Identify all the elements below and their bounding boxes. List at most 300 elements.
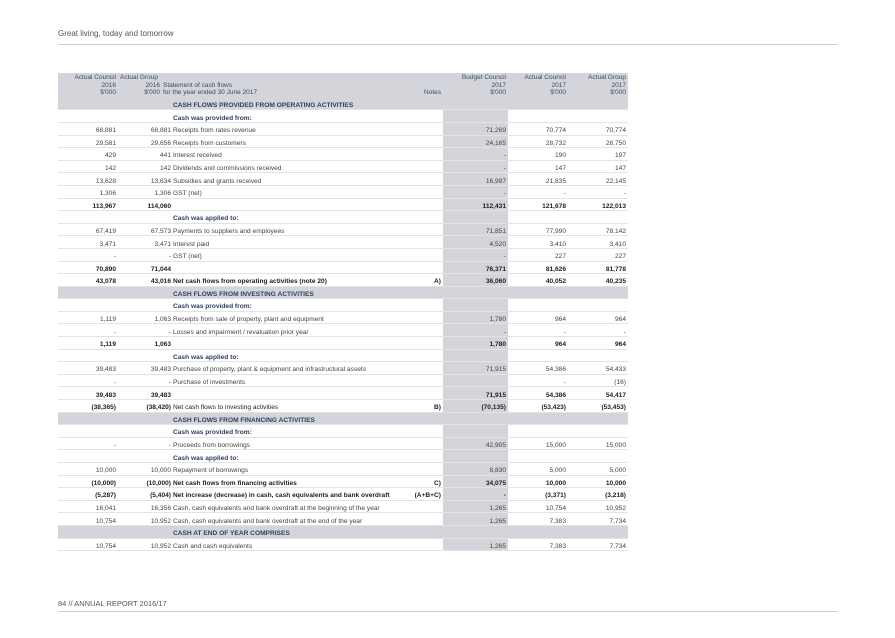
line-item-description xyxy=(173,198,408,211)
note-reference xyxy=(408,513,443,526)
cell-empty xyxy=(58,211,118,224)
actual-group-2016-value: 71,044 xyxy=(118,261,173,274)
col-actual-group-2017: Actual Group 2017 $'000 xyxy=(568,73,628,98)
table-row xyxy=(58,122,628,135)
budget-council-2017-value xyxy=(443,374,508,387)
actual-council-2017-value: 77,990 xyxy=(508,223,568,236)
line-item-description: Net increase (decrease) in cash, cash equivalents and bank overdraft xyxy=(173,488,408,501)
cell-empty xyxy=(443,425,508,438)
note-reference: A) xyxy=(408,274,443,287)
cell-empty xyxy=(568,425,628,438)
table-row xyxy=(58,223,628,236)
actual-group-2017-value: 54,417 xyxy=(568,387,628,400)
actual-council-2016-value: 113,967 xyxy=(58,198,118,211)
col-actual-council-2017: Actual Council 2017 $'000 xyxy=(508,73,568,98)
line-item-description: Cash and cash equivalents xyxy=(173,538,408,551)
table-row xyxy=(58,311,628,324)
line-item-description: Interest paid xyxy=(173,236,408,249)
budget-council-2017-value: - xyxy=(443,324,508,337)
section-heading-row xyxy=(58,525,628,538)
budget-council-2017-value: (70,135) xyxy=(443,400,508,413)
actual-council-2016-value: 39,483 xyxy=(58,362,118,375)
cell-empty xyxy=(58,349,118,362)
footer-divider xyxy=(58,611,838,612)
actual-council-2016-value: 1,119 xyxy=(58,337,118,350)
cell-empty xyxy=(508,425,568,438)
cell-empty xyxy=(58,299,118,312)
table-row xyxy=(58,513,628,526)
subheading-label: Cash was provided from: xyxy=(173,299,408,312)
line-item-description: Net cash flows from operating activities (note 20) xyxy=(173,274,408,287)
cell-empty xyxy=(408,286,443,299)
actual-group-2016-value: 142 xyxy=(118,160,173,173)
table-row xyxy=(58,538,628,551)
budget-council-2017-value: 1,780 xyxy=(443,311,508,324)
section-heading-row xyxy=(58,412,628,425)
actual-council-2017-value: 147 xyxy=(508,160,568,173)
actual-group-2017-value: 964 xyxy=(568,337,628,350)
budget-council-2017-value: 42,905 xyxy=(443,437,508,450)
actual-group-2016-value: 16,356 xyxy=(118,500,173,513)
table-row xyxy=(58,324,628,337)
actual-council-2017-value: 190 xyxy=(508,148,568,161)
actual-group-2017-value: 7,734 xyxy=(568,538,628,551)
actual-council-2016-value: 142 xyxy=(58,160,118,173)
line-item-description: Purchase of investments xyxy=(173,374,408,387)
note-reference xyxy=(408,374,443,387)
actual-council-2017-value: 5,000 xyxy=(508,463,568,476)
cell-empty xyxy=(443,110,508,123)
actual-council-2017-value: 81,626 xyxy=(508,261,568,274)
actual-group-2016-value: 441 xyxy=(118,148,173,161)
cell-empty xyxy=(568,98,628,110)
budget-council-2017-value: 71,915 xyxy=(443,362,508,375)
cell-empty xyxy=(508,286,568,299)
actual-council-2016-value: 1,119 xyxy=(58,311,118,324)
actual-group-2016-value: 43,016 xyxy=(118,274,173,287)
actual-group-2017-value: 10,000 xyxy=(568,475,628,488)
cell-empty xyxy=(508,211,568,224)
budget-council-2017-value: 1,265 xyxy=(443,500,508,513)
header-divider xyxy=(58,44,838,45)
note-reference xyxy=(408,538,443,551)
line-item-description: GST (net) xyxy=(173,185,408,198)
total-row xyxy=(58,198,628,211)
budget-council-2017-value: 1,265 xyxy=(443,538,508,551)
actual-council-2016-value: - xyxy=(58,374,118,387)
note-reference xyxy=(408,337,443,350)
line-item-description: Net cash flows from financing activities xyxy=(173,475,408,488)
actual-council-2017-value: (53,423) xyxy=(508,400,568,413)
actual-group-2017-value: 7,734 xyxy=(568,513,628,526)
cell-empty xyxy=(58,110,118,123)
actual-council-2016-value: 70,890 xyxy=(58,261,118,274)
actual-group-2017-value: - xyxy=(568,324,628,337)
actual-council-2017-value: 40,052 xyxy=(508,274,568,287)
actual-council-2016-value: 10,754 xyxy=(58,513,118,526)
actual-council-2017-value: 70,774 xyxy=(508,122,568,135)
actual-group-2016-value: 10,000 xyxy=(118,463,173,476)
cell-empty xyxy=(58,425,118,438)
cell-empty xyxy=(508,412,568,425)
cell-empty xyxy=(118,299,173,312)
cell-empty xyxy=(58,450,118,463)
cell-empty xyxy=(118,110,173,123)
actual-council-2017-value: 121,678 xyxy=(508,198,568,211)
actual-group-2016-value: 29,656 xyxy=(118,135,173,148)
note-reference xyxy=(408,248,443,261)
cell-empty xyxy=(118,412,173,425)
budget-council-2017-value: 8,830 xyxy=(443,463,508,476)
cell-empty xyxy=(568,412,628,425)
cell-empty xyxy=(408,525,443,538)
section-heading-row xyxy=(58,286,628,299)
actual-council-2016-value: 3,471 xyxy=(58,236,118,249)
actual-council-2017-value: 21,835 xyxy=(508,173,568,186)
actual-group-2016-value: 1,063 xyxy=(118,311,173,324)
budget-council-2017-value: 36,060 xyxy=(443,274,508,287)
cell-empty xyxy=(508,98,568,110)
cell-empty xyxy=(408,98,443,110)
actual-group-2016-value: - xyxy=(118,437,173,450)
cell-empty xyxy=(58,412,118,425)
actual-group-2017-value: 197 xyxy=(568,148,628,161)
actual-group-2016-value: 114,060 xyxy=(118,198,173,211)
cell-empty xyxy=(508,525,568,538)
table-row xyxy=(58,500,628,513)
budget-council-2017-value: 4,520 xyxy=(443,236,508,249)
cell-empty xyxy=(443,286,508,299)
table-row xyxy=(58,135,628,148)
actual-council-2017-value: 7,383 xyxy=(508,538,568,551)
actual-council-2017-value: - xyxy=(508,185,568,198)
budget-council-2017-value: 71,851 xyxy=(443,223,508,236)
line-item-description: Losses and impairment / revaluation prior year xyxy=(173,324,408,337)
cell-empty xyxy=(568,286,628,299)
actual-council-2017-value: 28,732 xyxy=(508,135,568,148)
note-reference xyxy=(408,437,443,450)
subheading-label: Cash was applied to: xyxy=(173,349,408,362)
line-item-description: Dividends and commissions received xyxy=(173,160,408,173)
note-reference xyxy=(408,223,443,236)
table-row xyxy=(58,437,628,450)
actual-council-2016-value: 13,628 xyxy=(58,173,118,186)
budget-council-2017-value: 71,269 xyxy=(443,122,508,135)
cell-empty xyxy=(408,349,443,362)
total-row xyxy=(58,488,628,501)
cell-empty xyxy=(58,525,118,538)
line-item-description: Receipts from sale of property, plant and equipment xyxy=(173,311,408,324)
budget-council-2017-value: 24,165 xyxy=(443,135,508,148)
table-row xyxy=(58,185,628,198)
actual-group-2017-value: 22,145 xyxy=(568,173,628,186)
actual-group-2017-value: 40,235 xyxy=(568,274,628,287)
table-row xyxy=(58,248,628,261)
budget-council-2017-value: 1,265 xyxy=(443,513,508,526)
section-title: CASH FLOWS FROM FINANCING ACTIVITIES xyxy=(173,412,408,425)
note-reference xyxy=(408,173,443,186)
subheading-label: Cash was provided from: xyxy=(173,110,408,123)
line-item-description: Repayment of borrowings xyxy=(173,463,408,476)
actual-group-2017-value: 28,750 xyxy=(568,135,628,148)
table-row xyxy=(58,463,628,476)
cell-empty xyxy=(443,211,508,224)
actual-council-2016-value: - xyxy=(58,248,118,261)
cell-empty xyxy=(118,525,173,538)
actual-council-2017-value: 7,383 xyxy=(508,513,568,526)
note-reference: (A+B+C) xyxy=(408,488,443,501)
cell-empty xyxy=(508,299,568,312)
table-row xyxy=(58,236,628,249)
actual-group-2017-value: (53,453) xyxy=(568,400,628,413)
actual-group-2017-value: 147 xyxy=(568,160,628,173)
table-row xyxy=(58,160,628,173)
cell-empty xyxy=(508,349,568,362)
cell-empty xyxy=(118,98,173,110)
line-item-description: Receipts from rates revenue xyxy=(173,122,408,135)
budget-council-2017-value: 34,075 xyxy=(443,475,508,488)
line-item-description xyxy=(173,337,408,350)
actual-council-2017-value: 54,386 xyxy=(508,387,568,400)
line-item-description: GST (net) xyxy=(173,248,408,261)
cell-empty xyxy=(118,286,173,299)
cell-empty xyxy=(408,450,443,463)
budget-council-2017-value: - xyxy=(443,248,508,261)
note-reference xyxy=(408,362,443,375)
subheading-row xyxy=(58,349,628,362)
note-reference xyxy=(408,148,443,161)
actual-group-2017-value: 10,952 xyxy=(568,500,628,513)
budget-council-2017-value: 71,915 xyxy=(443,387,508,400)
col-actual-council-2016: Actual Council 2016 $'000 xyxy=(58,73,118,98)
actual-council-2017-value: - xyxy=(508,374,568,387)
note-reference: B) xyxy=(408,400,443,413)
note-reference xyxy=(408,160,443,173)
cell-empty xyxy=(443,450,508,463)
subheading-label: Cash was applied to: xyxy=(173,450,408,463)
section-heading-row xyxy=(58,98,628,110)
cell-empty xyxy=(568,349,628,362)
cell-empty xyxy=(118,211,173,224)
actual-group-2016-value: 68,881 xyxy=(118,122,173,135)
actual-group-2016-value: (38,420) xyxy=(118,400,173,413)
actual-council-2017-value: 227 xyxy=(508,248,568,261)
actual-council-2016-value: 429 xyxy=(58,148,118,161)
line-item-description xyxy=(173,261,408,274)
note-reference xyxy=(408,122,443,135)
actual-group-2016-value: (5,404) xyxy=(118,488,173,501)
line-item-description: Subsidies and grants received xyxy=(173,173,408,186)
actual-council-2016-value: 39,483 xyxy=(58,387,118,400)
note-reference xyxy=(408,500,443,513)
actual-group-2016-value: 13,634 xyxy=(118,173,173,186)
actual-group-2016-value: 10,952 xyxy=(118,538,173,551)
budget-council-2017-value: - xyxy=(443,148,508,161)
actual-group-2016-value: - xyxy=(118,374,173,387)
cash-flow-table xyxy=(58,73,628,551)
note-reference xyxy=(408,324,443,337)
cell-empty xyxy=(568,110,628,123)
col-actual-group-2016-statement: Actual Group 2016 Statement of cash flows $'000 for the year ended 30 June 2017 xyxy=(118,73,408,98)
cell-empty xyxy=(508,450,568,463)
page-footer: 84 // ANNUAL REPORT 2016/17 xyxy=(58,599,167,608)
subheading-row xyxy=(58,110,628,123)
subheading-row xyxy=(58,211,628,224)
table-row xyxy=(58,374,628,387)
cell-empty xyxy=(443,98,508,110)
actual-council-2017-value: 54,386 xyxy=(508,362,568,375)
actual-council-2016-value: 10,000 xyxy=(58,463,118,476)
subheading-row xyxy=(58,450,628,463)
cell-empty xyxy=(408,412,443,425)
total-row xyxy=(58,475,628,488)
actual-council-2017-value: 964 xyxy=(508,337,568,350)
actual-group-2017-value: - xyxy=(568,185,628,198)
col-budget-council-2017: Budget Council 2017 $'000 xyxy=(443,73,508,98)
table-header xyxy=(58,73,628,98)
cell-empty xyxy=(568,525,628,538)
actual-council-2016-value: (5,287) xyxy=(58,488,118,501)
cell-empty xyxy=(118,425,173,438)
line-item-description: Net cash flows to investing activities xyxy=(173,400,408,413)
page-header: Great living, today and tomorrow xyxy=(58,29,174,38)
actual-group-2016-value: 3,471 xyxy=(118,236,173,249)
actual-group-2017-value: 227 xyxy=(568,248,628,261)
cell-empty xyxy=(408,425,443,438)
budget-council-2017-value: - xyxy=(443,488,508,501)
cell-empty xyxy=(118,450,173,463)
note-reference xyxy=(408,185,443,198)
total-row xyxy=(58,261,628,274)
note-reference xyxy=(408,387,443,400)
actual-group-2017-value: 81,778 xyxy=(568,261,628,274)
actual-group-2017-value: 5,000 xyxy=(568,463,628,476)
table-row xyxy=(58,362,628,375)
section-title: CASH AT END OF YEAR COMPRISES xyxy=(173,525,408,538)
actual-council-2017-value: 15,000 xyxy=(508,437,568,450)
actual-group-2016-value: (10,000) xyxy=(118,475,173,488)
note-reference xyxy=(408,261,443,274)
cell-empty xyxy=(568,450,628,463)
line-item-description: Receipts from customers xyxy=(173,135,408,148)
table-row xyxy=(58,173,628,186)
actual-council-2017-value: 3,410 xyxy=(508,236,568,249)
subheading-row xyxy=(58,425,628,438)
cell-empty xyxy=(508,110,568,123)
note-reference xyxy=(408,236,443,249)
cell-empty xyxy=(568,211,628,224)
line-item-description: Purchase of property, plant & equipment and infrastructural assets xyxy=(173,362,408,375)
subheading-label: Cash was provided from: xyxy=(173,425,408,438)
actual-council-2017-value: 964 xyxy=(508,311,568,324)
note-reference xyxy=(408,198,443,211)
actual-group-2016-value: - xyxy=(118,248,173,261)
actual-council-2016-value: 29,581 xyxy=(58,135,118,148)
total-row xyxy=(58,387,628,400)
actual-group-2016-value: 39,483 xyxy=(118,362,173,375)
actual-group-2016-value: 10,952 xyxy=(118,513,173,526)
budget-council-2017-value: 16,997 xyxy=(443,173,508,186)
budget-council-2017-value: 76,371 xyxy=(443,261,508,274)
section-title: CASH FLOWS PROVIDED FROM OPERATING ACTIVITIES xyxy=(173,98,408,110)
actual-council-2016-value: 1,306 xyxy=(58,185,118,198)
actual-council-2016-value: 43,078 xyxy=(58,274,118,287)
actual-council-2016-value: - xyxy=(58,437,118,450)
cell-empty xyxy=(443,349,508,362)
actual-council-2016-value: - xyxy=(58,324,118,337)
actual-council-2017-value: - xyxy=(508,324,568,337)
budget-council-2017-value: 112,431 xyxy=(443,198,508,211)
note-reference xyxy=(408,311,443,324)
cell-empty xyxy=(443,299,508,312)
total-row xyxy=(58,337,628,350)
total-row xyxy=(58,274,628,287)
cell-empty xyxy=(408,299,443,312)
actual-group-2016-value: 1,063 xyxy=(118,337,173,350)
cell-empty xyxy=(58,286,118,299)
section-title: CASH FLOWS FROM INVESTING ACTIVITIES xyxy=(173,286,408,299)
table-row xyxy=(58,148,628,161)
actual-council-2016-value: 67,419 xyxy=(58,223,118,236)
cell-empty xyxy=(568,299,628,312)
actual-group-2017-value: 70,774 xyxy=(568,122,628,135)
cell-empty xyxy=(58,98,118,110)
line-item-description: Proceeds from borrowings xyxy=(173,437,408,450)
actual-group-2017-value: 54,433 xyxy=(568,362,628,375)
actual-group-2017-value: 78,142 xyxy=(568,223,628,236)
cell-empty xyxy=(408,211,443,224)
actual-council-2016-value: (10,000) xyxy=(58,475,118,488)
actual-group-2017-value: (16) xyxy=(568,374,628,387)
table-body xyxy=(58,98,628,551)
actual-council-2017-value: 10,754 xyxy=(508,500,568,513)
note-reference xyxy=(408,135,443,148)
line-item-description: Interest received xyxy=(173,148,408,161)
actual-group-2017-value: 15,000 xyxy=(568,437,628,450)
budget-council-2017-value: - xyxy=(443,160,508,173)
cell-empty xyxy=(443,412,508,425)
actual-council-2016-value: 10,754 xyxy=(58,538,118,551)
line-item-description: Cash, cash equivalents and bank overdraft at the end of the year xyxy=(173,513,408,526)
actual-council-2016-value: 68,881 xyxy=(58,122,118,135)
actual-group-2016-value: 1,306 xyxy=(118,185,173,198)
actual-group-2016-value: 39,483 xyxy=(118,387,173,400)
actual-group-2017-value: (3,218) xyxy=(568,488,628,501)
actual-council-2017-value: (3,371) xyxy=(508,488,568,501)
actual-council-2016-value: (38,365) xyxy=(58,400,118,413)
col-notes: Notes xyxy=(408,73,443,98)
line-item-description: Cash, cash equivalents and bank overdraft at the beginning of the year xyxy=(173,500,408,513)
actual-group-2016-value: 67,573 xyxy=(118,223,173,236)
total-row xyxy=(58,400,628,413)
cell-empty xyxy=(118,349,173,362)
actual-group-2017-value: 122,013 xyxy=(568,198,628,211)
cell-empty xyxy=(443,525,508,538)
budget-council-2017-value: 1,780 xyxy=(443,337,508,350)
actual-council-2017-value: 10,000 xyxy=(508,475,568,488)
line-item-description: Payments to suppliers and employees xyxy=(173,223,408,236)
subheading-row xyxy=(58,299,628,312)
note-reference: C) xyxy=(408,475,443,488)
actual-group-2017-value: 964 xyxy=(568,311,628,324)
subheading-label: Cash was applied to: xyxy=(173,211,408,224)
line-item-description xyxy=(173,387,408,400)
budget-council-2017-value: - xyxy=(443,185,508,198)
note-reference xyxy=(408,463,443,476)
actual-council-2016-value: 16,041 xyxy=(58,500,118,513)
cell-empty xyxy=(408,110,443,123)
actual-group-2017-value: 3,410 xyxy=(568,236,628,249)
